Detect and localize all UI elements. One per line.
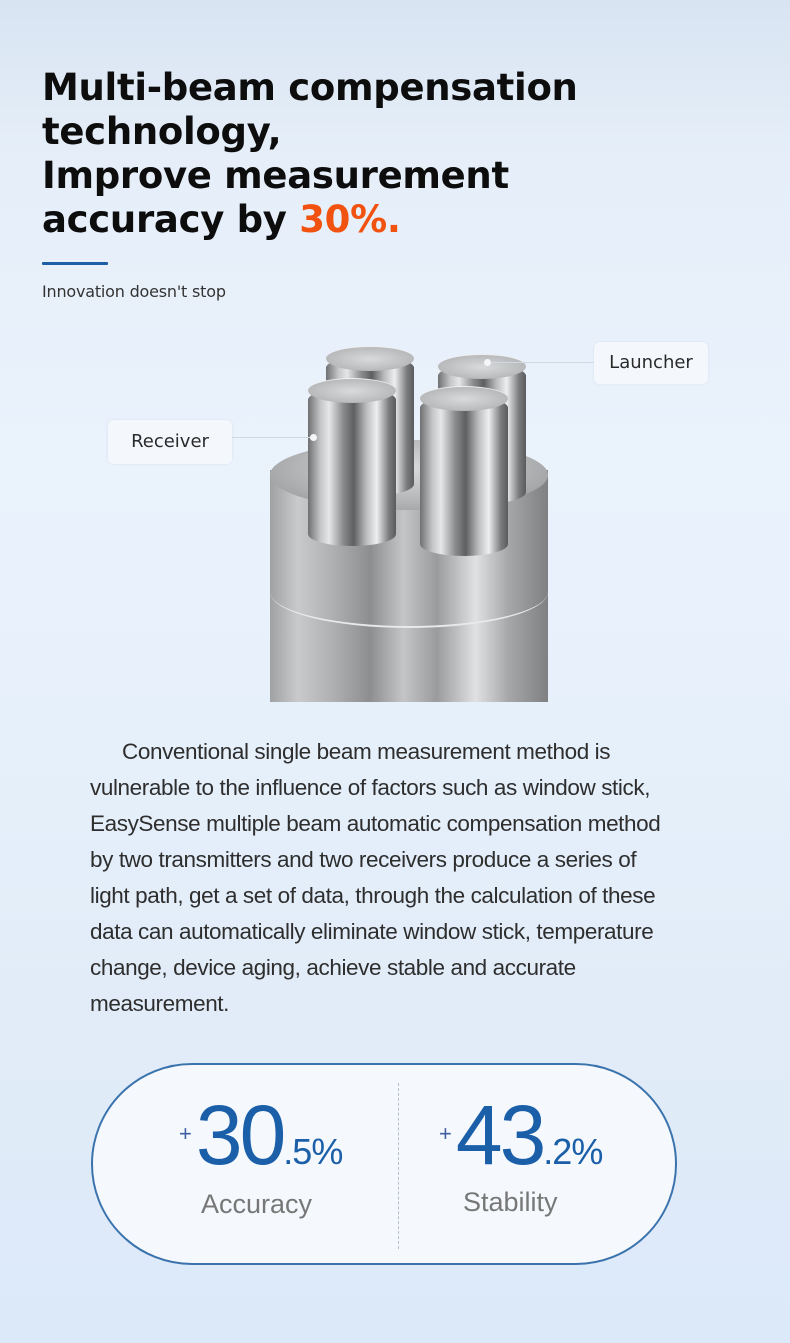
headline-line-4-text: accuracy by [42, 198, 300, 241]
plus-sign: + [439, 1121, 452, 1146]
paragraph-line: change, device aging, achieve stable and accurate [90, 955, 576, 980]
receiver-leader-line [232, 437, 314, 438]
launcher-callout: Launcher [594, 342, 708, 384]
sensor-pin-front-right [420, 396, 508, 556]
stats-pill-card [91, 1063, 677, 1265]
stat-stability [351, 1065, 641, 1265]
stat-stability-label: Stability [463, 1187, 558, 1217]
description-paragraph [90, 734, 750, 1022]
title-underline-divider [42, 262, 108, 265]
stat-accuracy-decimal: .5% [283, 1131, 343, 1172]
paragraph-line: data can automatically eliminate window stick, temperature [90, 919, 654, 944]
paragraph-line: light path, get a set of data, through the calculation of these [90, 883, 656, 908]
stat-accuracy-value [179, 1088, 343, 1182]
stat-accuracy-integer: 30 [195, 1088, 284, 1182]
paragraph-line: Conventional single beam measurement method is [122, 739, 611, 764]
launcher-leader-line [490, 362, 594, 363]
paragraph-line: vulnerable to the influence of factors such as window stick, [90, 775, 651, 800]
receiver-marker-dot [310, 434, 317, 441]
paragraph-line: by two transmitters and two receivers produce a series of [90, 847, 637, 872]
stat-stability-integer: 43 [455, 1088, 544, 1182]
headline-line-3: Improve measurement [42, 154, 509, 197]
sensor-product-image [260, 340, 560, 702]
stat-accuracy [93, 1065, 383, 1265]
headline-accent-percent: 30%. [299, 198, 401, 241]
headline-line-1: Multi-beam compensation [42, 66, 578, 109]
paragraph-line: measurement. [90, 991, 230, 1016]
plus-sign: + [179, 1121, 192, 1146]
page-headline [42, 66, 578, 242]
launcher-marker-dot [484, 359, 491, 366]
receiver-callout: Receiver [108, 420, 232, 464]
stat-stability-decimal: .2% [543, 1131, 603, 1172]
subtitle: Innovation doesn't stop [42, 282, 226, 301]
headline-line-2: technology, [42, 110, 282, 153]
stat-stability-value [439, 1088, 603, 1182]
paragraph-line: EasySense multiple beam automatic compensation method [90, 811, 661, 836]
stat-accuracy-label: Accuracy [201, 1189, 313, 1219]
headline-line-4 [42, 198, 578, 242]
sensor-pin-front-left [308, 388, 396, 546]
